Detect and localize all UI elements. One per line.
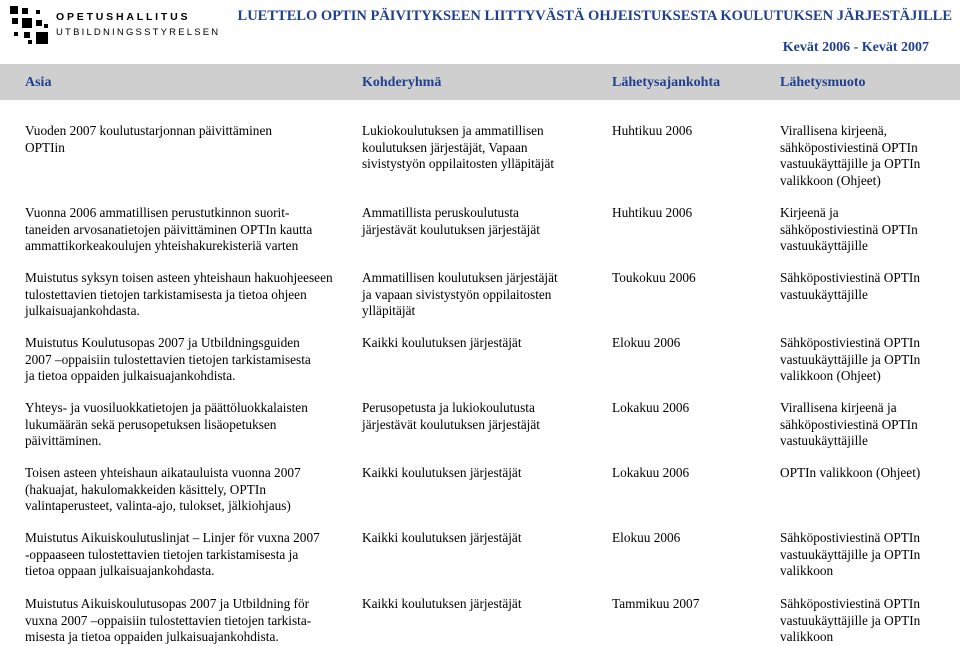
column-header-kohderyhma: Kohderyhmä [362,75,442,90]
cell-muoto: Sähköpostiviestinä OPTIn vastuukäyttäjille ja OPTIn valikkoon [780,530,921,578]
cell-kohderyhma: Ammatillista peruskoulutusta järjestävät koulutuksen järjestäjät [362,205,540,237]
cell-asia: Muistutus Aikuiskoulutuslinjat – Linjer för vuxna 2007 -oppaaseen tulostettavien tietojen tarkistamisesta ja tietoa oppaan julkaisuajankohdasta. [25,530,320,578]
cell-asia: Muistutus Aikuiskoulutusopas 2007 ja Utbildning för vuxna 2007 –oppaisiin tulostettavien tietojen tarkista- misesta ja tietoa oppaiden julkaisuajankohdista. [25,596,312,644]
cell-asia: Toisen asteen yhteishaun aikatauluista vuonna 2007 (hakuajat, hakulomakkeiden käsittely, OPTIn valintaperusteet, valinta-ajo, tulokset, jälkiohjaus) [25,465,301,513]
cell-ajankohta: Elokuu 2006 [612,335,681,350]
cell-muoto: Virallisena kirjeenä ja sähköpostiviestinä OPTIn vastuukäyttäjille [780,400,918,448]
cell-ajankohta: Elokuu 2006 [612,530,681,545]
cell-kohderyhma: Kaikki koulutuksen järjestäjät [362,465,522,480]
cell-kohderyhma: Kaikki koulutuksen järjestäjät [362,596,522,611]
cell-kohderyhma: Ammatillisen koulutuksen järjestäjät ja vapaan sivistystyön oppilaitosten ylläpitäjät [362,270,558,318]
cell-kohderyhma: Kaikki koulutuksen järjestäjät [362,530,522,545]
column-header-ajankohta: Lähetysajankohta [612,75,721,90]
cell-muoto: Sähköpostiviestinä OPTIn vastuukäyttäjille [780,270,920,302]
document-title: LUETTELO OPTIN PÄIVITYKSEEN LIITTYVÄSTÄ OHJEISTUKSESTA KOULUTUKSEN JÄRJESTÄJILLE [237,8,952,24]
logo [8,4,221,48]
cell-muoto: Virallisena kirjeenä, sähköpostiviestinä OPTIn vastuukäyttäjille ja OPTIn valikkoon (Ohjeet) [780,123,921,188]
cell-ajankohta: Toukokuu 2006 [612,270,696,285]
column-header-muoto: Lähetysmuoto [780,75,866,90]
cell-kohderyhma: Perusopetusta ja lukiokoulutusta järjestävät koulutuksen järjestäjät [362,400,540,432]
cell-ajankohta: Huhtikuu 2006 [612,123,693,138]
cell-ajankohta: Lokakuu 2006 [612,400,690,415]
cell-muoto: Sähköpostiviestinä OPTIn vastuukäyttäjille ja OPTIn valikkoon [780,596,921,644]
table-header [0,64,960,100]
cell-muoto: Sähköpostiviestinä OPTIn vastuukäyttäjille ja OPTIn valikkoon (Ohjeet) [780,335,921,383]
document-period: Kevät 2006 - Kevät 2007 [782,40,929,55]
cell-asia: Vuonna 2006 ammatillisen perustutkinnon suorit- taneiden arvosanatietojen päivittäminen OPTIn kautta ammattikorkeakoulujen yhteishakurekisteriä varten [25,205,313,253]
cell-ajankohta: Lokakuu 2006 [612,465,690,480]
cell-kohderyhma: Lukiokoulutuksen ja ammatillisen koulutuksen järjestäjät, Vapaan sivistystyön oppilaitosten ylläpitäjät [362,123,555,171]
logo-emblem-icon [8,4,52,48]
cell-kohderyhma: Kaikki koulutuksen järjestäjät [362,335,522,350]
cell-asia: Yhteys- ja vuosiluokkatietojen ja päättöluokkalaisten lukumäärän sekä perusopetuksen lisäopetuksen päivittäminen. [25,400,308,448]
cell-asia: Muistutus syksyn toisen asteen yhteishaun hakuohjeeseen tulostettavien tietojen tarkistamisesta ja tietoa ohjeen julkaisuajankohdasta. [25,270,333,318]
logo-text-finnish: OPETUSHALLITUS [56,11,191,23]
cell-asia: Muistutus Koulutusopas 2007 ja Utbildningsguiden 2007 –oppaisiin tulostettavien tietojen tarkistamisesta ja tietoa oppaiden julkaisuajankohdista. [25,335,311,383]
cell-asia: Vuoden 2007 koulutustarjonnan päivittäminen OPTIin [25,123,272,155]
logo-text-swedish: UTBILDNINGSSTYRELSEN [56,27,221,38]
cell-ajankohta: Tammikuu 2007 [612,596,700,611]
column-header-asia: Asia [25,75,52,90]
cell-muoto: OPTIn valikkoon (Ohjeet) [780,465,921,480]
cell-muoto: Kirjeenä ja sähköpostiviestinä OPTIn vastuukäyttäjille [780,205,918,253]
cell-ajankohta: Huhtikuu 2006 [612,205,693,220]
